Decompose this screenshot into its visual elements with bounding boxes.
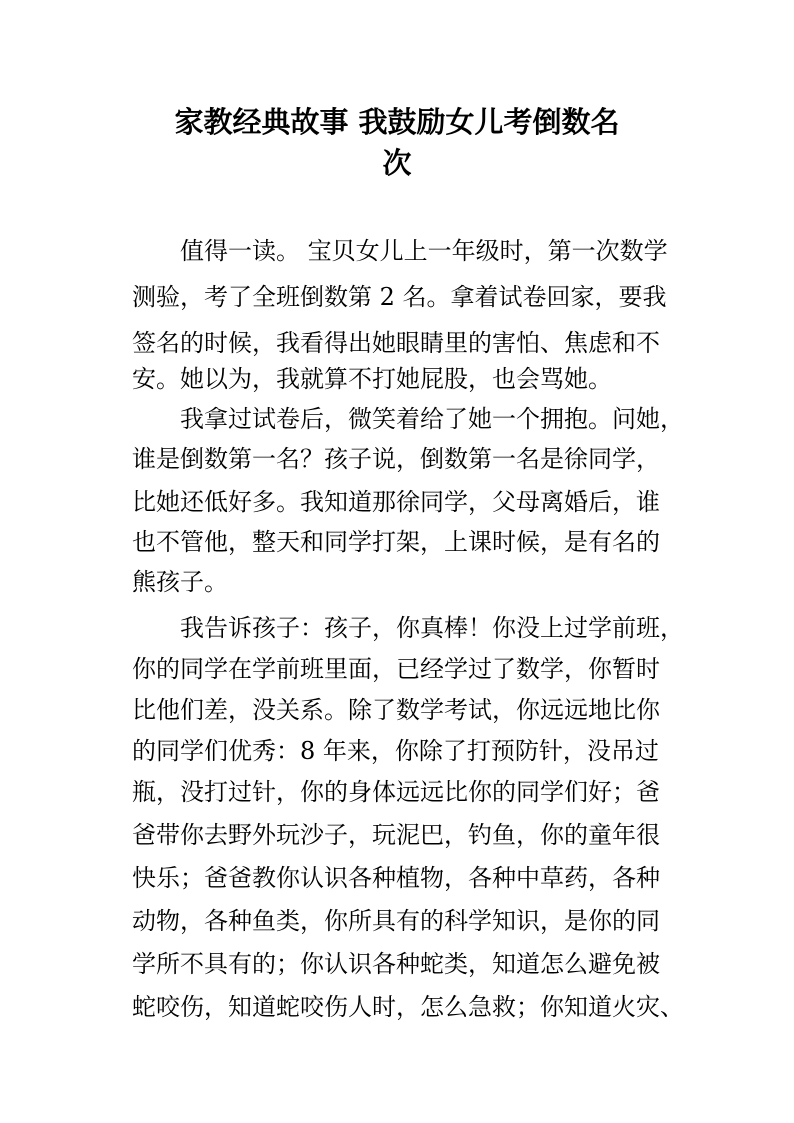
body-line: 快乐；爸爸教你认识各种植物，各种中草药，各种 xyxy=(132,864,660,892)
body-line: 测验，考了全班倒数第 2 名。拿着试卷回家，要我 xyxy=(132,283,667,311)
body-line: 熊孩子。 xyxy=(132,568,228,596)
body-line: 比他们差，没关系。除了数学考试，你远远地比你 xyxy=(132,696,660,724)
body-line: 安。她以为，我就算不打她屁股，也会骂她。 xyxy=(132,365,612,393)
body-line: 也不管他，整天和同学打架，上课时候，是有名的 xyxy=(132,528,660,556)
body-line: 蛇咬伤，知道蛇咬伤人时，怎么急救；你知道火灾、 xyxy=(132,993,684,1021)
body-line: 我拿过试卷后，微笑着给了她一个拥抱。问她， xyxy=(180,405,684,433)
body-line: 动物，各种鱼类，你所具有的科学知识，是你的同 xyxy=(132,907,660,935)
body-line: 爸带你去野外玩沙子，玩泥巴，钓鱼，你的童年很 xyxy=(132,821,660,849)
body-line: 比她还低好多。我知道那徐同学，父母离婚后，谁 xyxy=(132,488,660,516)
body-line: 签名的时候，我看得出她眼睛里的害怕、焦虑和不 xyxy=(132,329,660,357)
body-line: 的同学们优秀：8 年来，你除了打预防针，没吊过 xyxy=(132,737,659,765)
document-title-line-2: 次 xyxy=(382,146,412,180)
body-line: 我告诉孩子：孩子，你真棒！你没上过学前班， xyxy=(180,614,684,642)
body-line: 值得一读。 宝贝女儿上一年级时，第一次数学 xyxy=(180,237,668,265)
body-line: 瓶，没打过针，你的身体远远比你的同学们好；爸 xyxy=(132,778,660,806)
document-title-line-1: 家教经典故事 我鼓励女儿考倒数名 xyxy=(174,105,620,139)
body-line: 谁是倒数第一名？孩子说，倒数第一名是徐同学， xyxy=(132,445,660,473)
body-line: 你的同学在学前班里面，已经学过了数学，你暂时 xyxy=(132,655,660,683)
body-line: 学所不具有的；你认识各种蛇类，知道怎么避免被 xyxy=(132,950,660,978)
